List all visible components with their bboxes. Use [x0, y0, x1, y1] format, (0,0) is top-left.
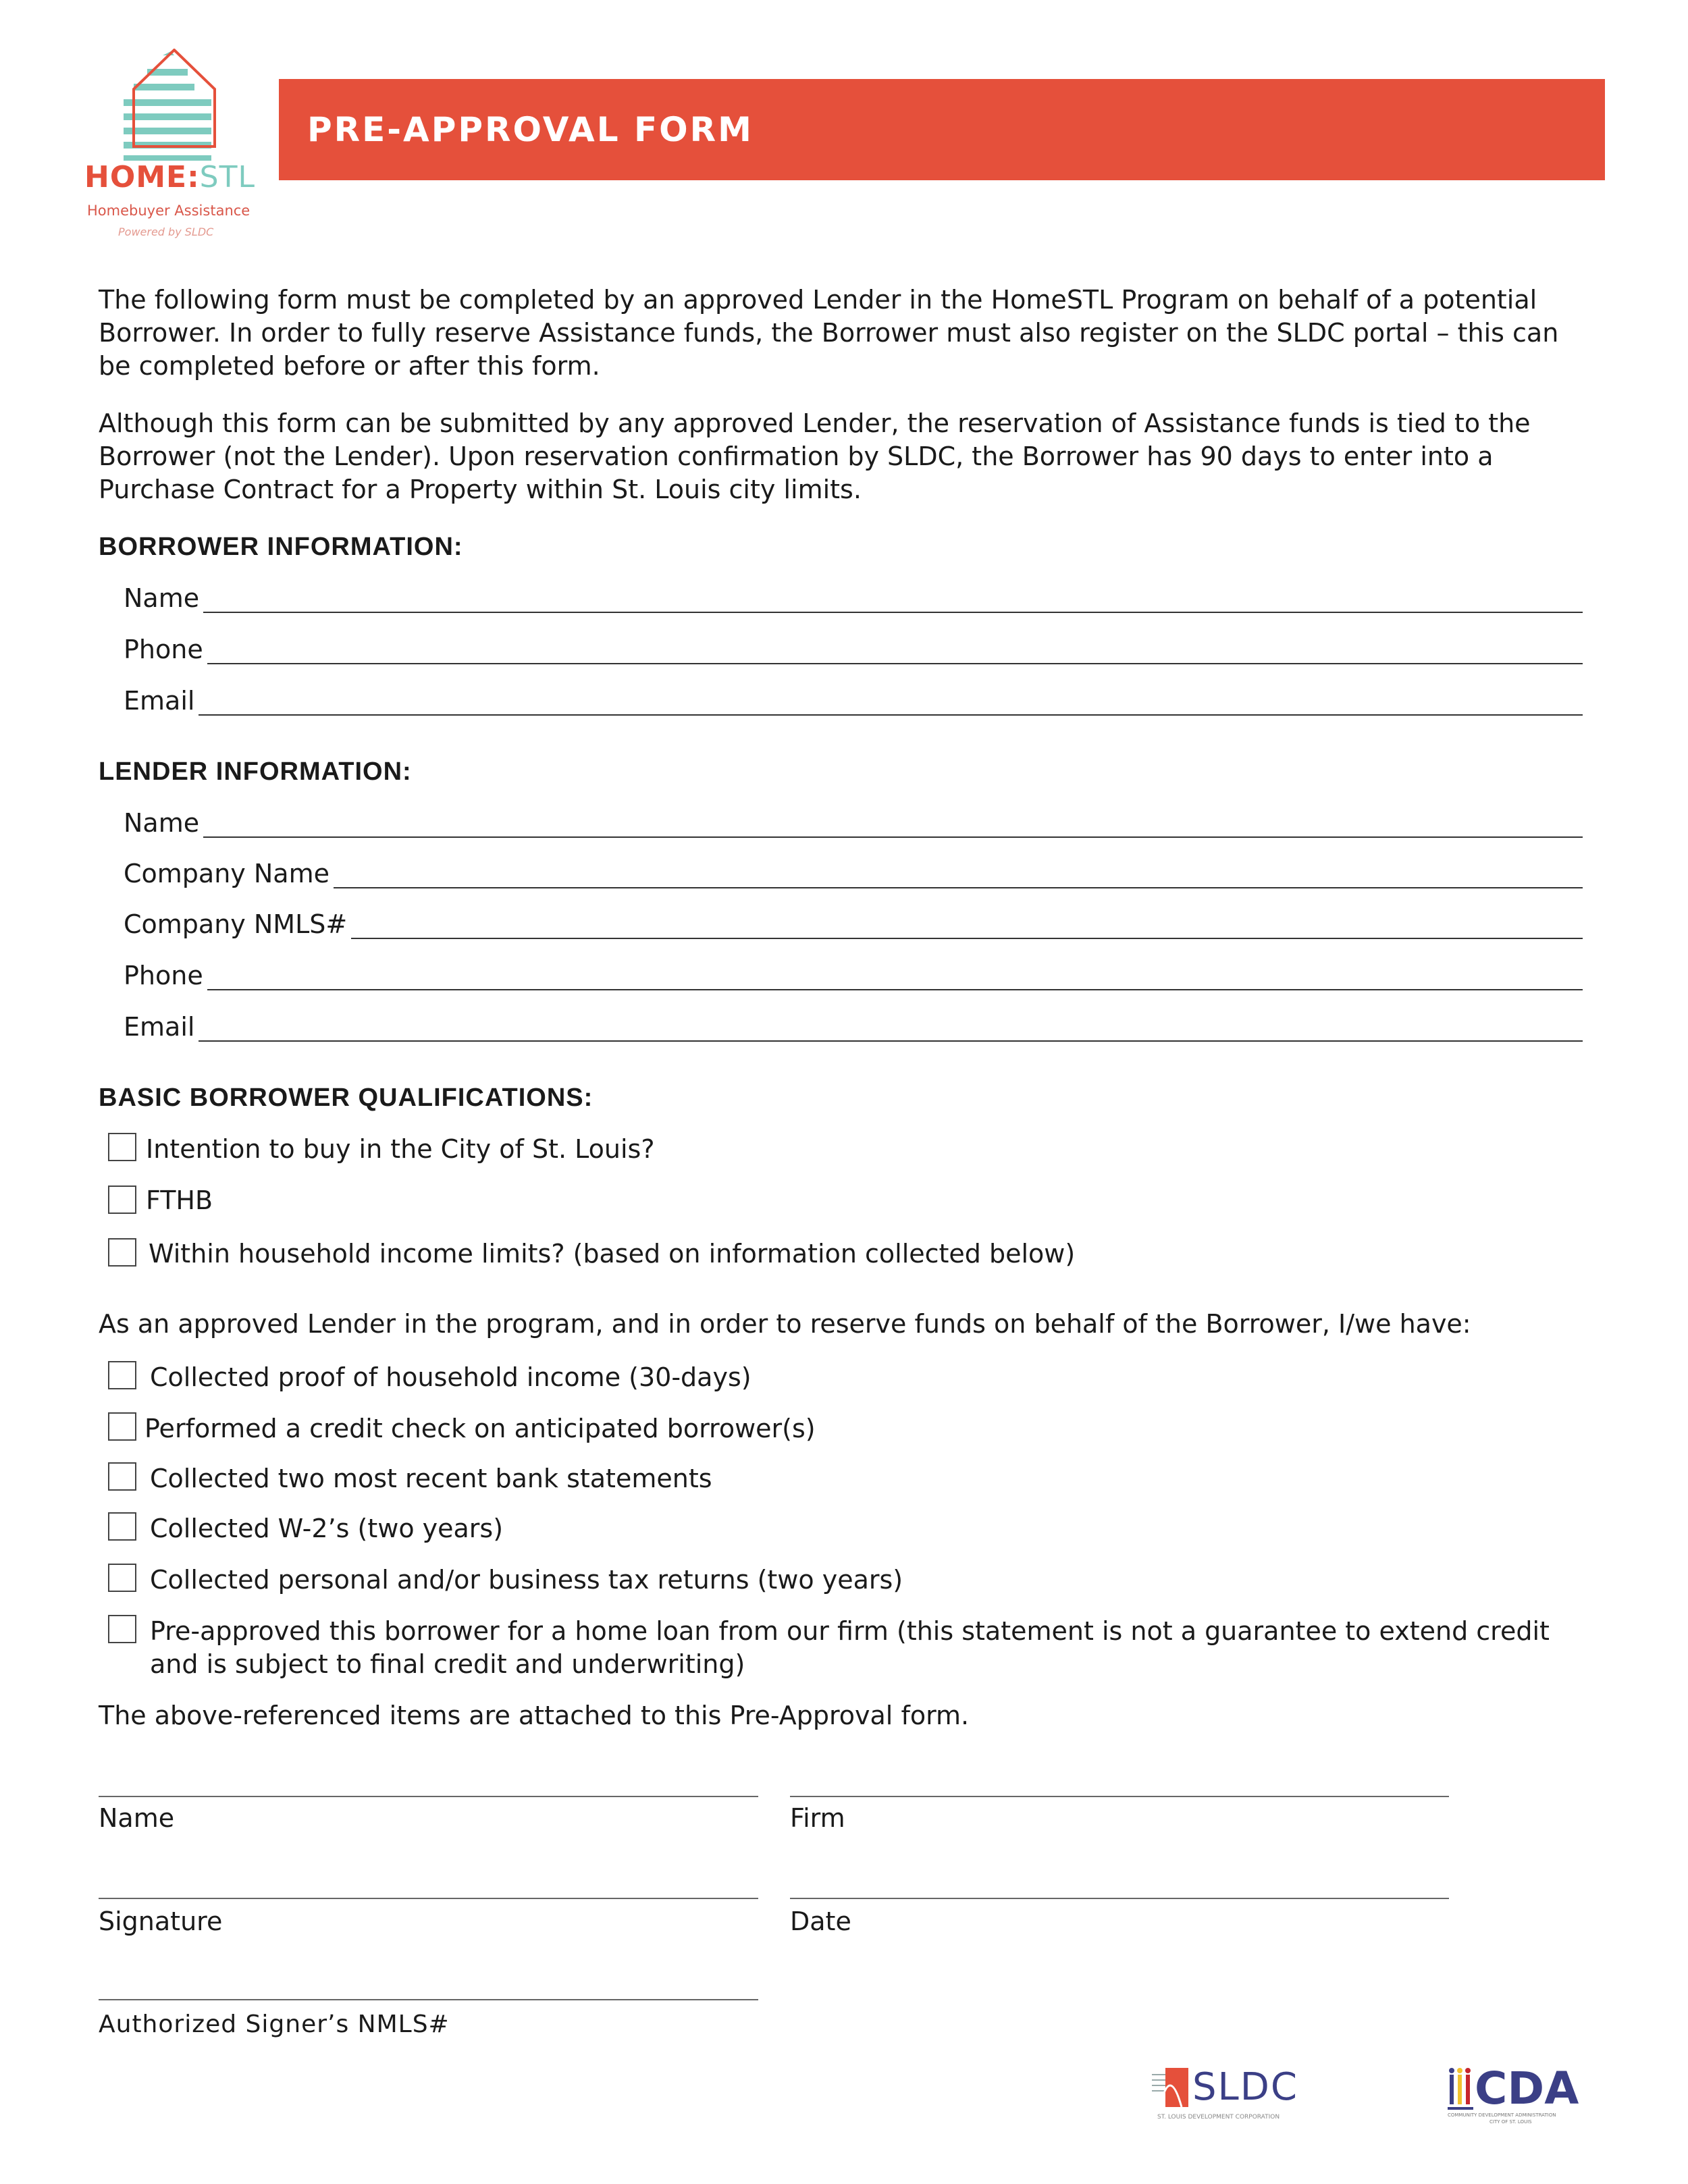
checkbox-label — [150, 1615, 1550, 1681]
lender-company-field[interactable] — [124, 857, 1583, 890]
checkbox-preapproved[interactable] — [108, 1615, 136, 1643]
fill-line[interactable] — [351, 938, 1583, 939]
cda-wordmark: CDA — [1475, 2062, 1579, 2114]
cda-subtitle-city: CITY OF ST. LOUIS — [1489, 2119, 1532, 2125]
lender-nmls-field[interactable] — [124, 908, 1583, 941]
people-icon — [1448, 2068, 1475, 2111]
checkbox-label: Collected two most recent bank statements — [150, 1464, 712, 1493]
title-banner — [279, 79, 1605, 180]
text-line: Purchase Contract for a Property within St. Louis city limits. — [99, 475, 862, 504]
field-label: Name — [124, 808, 200, 838]
field-label: Phone — [124, 635, 203, 664]
name-label: Name — [99, 1803, 175, 1833]
text-line: Borrower (not the Lender). Upon reservation confirmation by SLDC, the Borrower has 90 days to enter into a — [99, 442, 1494, 471]
checkbox-tax-returns[interactable] — [108, 1564, 136, 1592]
field-label: Phone — [124, 961, 203, 990]
checkbox-credit-check[interactable] — [108, 1412, 136, 1441]
lender-email-field[interactable] — [124, 1011, 1583, 1044]
borrower-phone-field[interactable] — [124, 633, 1583, 666]
field-label: Email — [124, 686, 195, 716]
attestation-intro: As an approved Lender in the program, and in order to reserve funds on behalf of the Borrower, I/we have: — [99, 1309, 1471, 1339]
checkbox-bank-statements[interactable] — [108, 1462, 136, 1491]
checkbox-label: Within household income limits? (based on information collected below) — [149, 1239, 1076, 1269]
field-label: Name — [124, 583, 200, 613]
fill-line[interactable] — [207, 663, 1583, 664]
sldc-subtitle: ST. LOUIS DEVELOPMENT CORPORATION — [1157, 2114, 1280, 2121]
checkbox-label: Performed a credit check on anticipated borrower(s) — [144, 1414, 816, 1443]
checkbox-label: Collected personal and/or business tax returns (two years) — [150, 1565, 903, 1595]
sldc-wordmark: SLDC — [1192, 2065, 1298, 2109]
borrower-email-field[interactable] — [124, 685, 1583, 718]
checkbox-income-proof[interactable] — [108, 1361, 136, 1389]
text-line: and is subject to final credit and underwriting) — [150, 1649, 745, 1679]
field-label: Email — [124, 1012, 195, 1042]
checkbox-income-limits[interactable] — [108, 1238, 136, 1267]
text-line: Borrower. In order to fully reserve Assistance funds, the Borrower must also register on the SLDC portal – this can — [99, 318, 1559, 348]
sldc-logo — [1152, 2065, 1300, 2125]
qualifications-heading: BASIC BORROWER QUALIFICATIONS: — [99, 1084, 594, 1112]
text-line: Pre-approved this borrower for a home loan from our firm (this statement is not a guarantee to extend credit — [150, 1616, 1550, 1646]
text-line: The following form must be completed by an approved Lender in the HomeSTL Program on behalf of a potential — [99, 285, 1537, 315]
logo-powered: Powered by SLDC — [118, 225, 214, 238]
fill-line[interactable] — [203, 836, 1583, 838]
lender-phone-field[interactable] — [124, 959, 1583, 992]
intro-paragraph-2 — [99, 407, 1531, 506]
lender-name-field[interactable] — [124, 807, 1583, 840]
date-line[interactable] — [790, 1898, 1449, 1899]
checkbox-intention[interactable] — [108, 1133, 136, 1161]
lender-heading: LENDER INFORMATION: — [99, 757, 412, 786]
logo-stl: STL — [199, 160, 255, 194]
arch-icon — [1152, 2068, 1190, 2107]
date-label: Date — [790, 1907, 851, 1936]
nmls-label: Authorized Signer’s NMLS# — [99, 2010, 450, 2038]
borrower-heading: BORROWER INFORMATION: — [99, 533, 463, 561]
fill-line[interactable] — [207, 989, 1583, 990]
checkbox-label: Intention to buy in the City of St. Louis? — [146, 1134, 655, 1164]
intro-paragraph-1 — [99, 284, 1558, 383]
attestation-footer: The above-referenced items are attached to this Pre-Approval form. — [99, 1701, 970, 1730]
logo-home: HOME: — [84, 160, 200, 194]
checkbox-label: Collected proof of household income (30-days) — [150, 1362, 751, 1392]
page-title: PRE-APPROVAL FORM — [307, 110, 754, 149]
signature-label: Signature — [99, 1907, 223, 1936]
nmls-line[interactable] — [99, 1999, 758, 2000]
checkbox-label: FTHB — [146, 1186, 213, 1215]
logo-tagline: Homebuyer Assistance — [87, 203, 250, 219]
cda-subtitle: COMMUNITY DEVELOPMENT ADMINISTRATION — [1448, 2112, 1556, 2118]
firm-signature-line[interactable] — [790, 1796, 1449, 1797]
cda-logo — [1448, 2062, 1596, 2132]
name-signature-line[interactable] — [99, 1796, 758, 1797]
checkbox-fthb[interactable] — [108, 1186, 136, 1214]
checkbox-w2[interactable] — [108, 1512, 136, 1541]
text-line: Although this form can be submitted by any approved Lender, the reservation of Assistance funds is tied to the — [99, 408, 1531, 438]
fill-line[interactable] — [334, 887, 1583, 888]
house-icon — [83, 49, 265, 163]
fill-line[interactable] — [203, 612, 1583, 613]
checkbox-label: Collected W-2’s (two years) — [150, 1514, 504, 1543]
text-line: be completed before or after this form. — [99, 351, 600, 381]
fill-line[interactable] — [199, 714, 1583, 716]
field-label: Company NMLS# — [124, 909, 348, 939]
firm-label: Firm — [790, 1803, 845, 1833]
signature-line[interactable] — [99, 1898, 758, 1899]
homestl-logo — [83, 49, 265, 244]
fill-line[interactable] — [199, 1040, 1583, 1042]
field-label: Company Name — [124, 859, 329, 888]
borrower-name-field[interactable] — [124, 582, 1583, 615]
